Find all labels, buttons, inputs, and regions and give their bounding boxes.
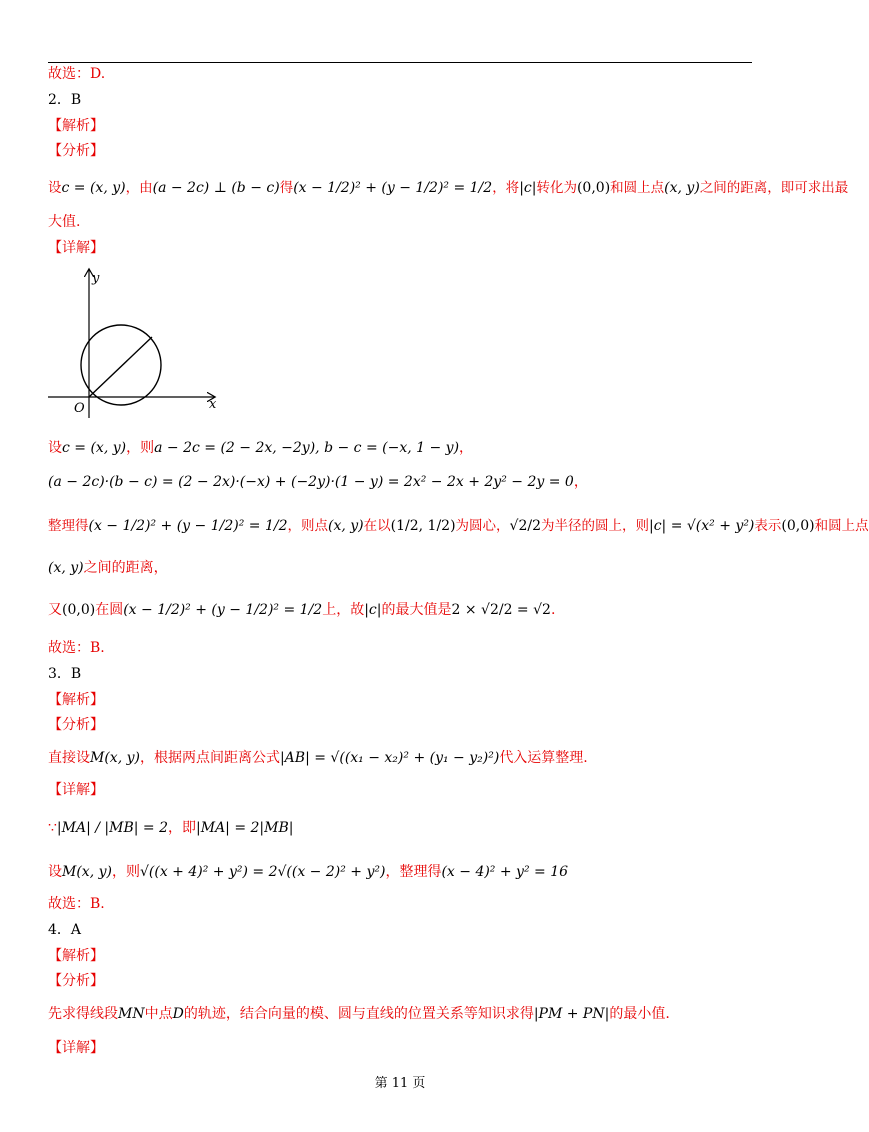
math-origin: (0,0) (62, 602, 96, 618)
math-point-m: M(x, y) (62, 864, 112, 880)
q2-fenxi-heading: 【分析】 (48, 143, 104, 159)
math-result-circle: (x − 4)² + y² = 16 (441, 864, 569, 880)
page-footer: 第 11 页 (374, 1076, 426, 1091)
math-vector-c: c = (x, y) (62, 440, 127, 456)
math-point-xy: (x, y) (328, 518, 364, 534)
math-point-d: D (172, 1006, 184, 1022)
q3-number: 3．B (48, 666, 82, 682)
q4-xiangjie-heading: 【详解】 (48, 1040, 104, 1056)
q4-number: 4．A (48, 922, 82, 938)
q3-fenxi-heading: 【分析】 (48, 717, 104, 733)
math-origin: (0,0) (781, 518, 815, 534)
q2-detail-line4: (x, y)之间的距离， (48, 560, 168, 576)
q2-detail-line2: (a − 2c)·(b − c) = (2 − 2x)·(−x) + (−2y)·(1 − y) = 2x² − 2x + 2y² − 2y = 0， (48, 474, 588, 490)
q3-answer: 故选：B. (48, 896, 105, 912)
math-point-xy: (x, y) (48, 560, 84, 576)
math-origin: (0,0) (576, 180, 611, 196)
q2-xiangjie-heading: 【详解】 (48, 240, 104, 256)
math-abs-c: |c| (519, 180, 537, 196)
q2-analysis-line1: 设c = (x, y)，由(a − 2c) ⊥ (b − c)得(x − 1/2)² + (y − 1/2)² = 1/2，将|c|转化为(0,0)和圆上点(x, y)之间的距离，即可求出最 (48, 180, 849, 196)
q3-detail-line1: ∵|MA| / |MB| = 2，即|MA| = 2|MB| (48, 820, 294, 836)
q3-analysis-line: 直接设M(x, y)，根据两点间距离公式|AB| = √((x₁ − x₂)² + (y₁ − y₂)²)代入运算整理. (48, 750, 588, 766)
math-perpendicular: (a − 2c) ⊥ (b − c) (152, 180, 280, 196)
q1-answer: 故选：D. (48, 66, 106, 82)
q2-detail-line3: 整理得(x − 1/2)² + (y − 1/2)² = 1/2，则点(x, y)在以(1/2, 1/2)为圆心，√2/2为半径的圆上，则|c| = √(x² + y²)表示(0,0)和圆上点 (48, 518, 869, 534)
q4-jiexi-heading: 【解析】 (48, 948, 104, 964)
math-ratio-simplified: |MA| = 2|MB| (196, 820, 294, 836)
math-segment-mn: MN (118, 1006, 145, 1022)
diameter-line (89, 337, 152, 397)
math-distance-formula: |AB| = √((x₁ − x₂)² + (y₁ − y₂)²) (279, 750, 500, 766)
q2-analysis-line2: 大值. (48, 214, 81, 230)
math-ratio: |MA| / |MB| = 2 (56, 820, 169, 836)
q3-xiangjie-heading: 【详解】 (48, 782, 104, 798)
math-vector-sum: |PM + PN| (533, 1006, 610, 1022)
q2-answer: 故选：B. (48, 640, 105, 656)
math-circle-equation: (x − 1/2)² + (y − 1/2)² = 1/2 (123, 602, 323, 618)
q4-fenxi-heading: 【分析】 (48, 973, 104, 989)
origin-label: O (74, 401, 85, 416)
header-rule (48, 62, 752, 63)
math-point-xy: (x, y) (664, 180, 700, 196)
q2-jiexi-heading: 【解析】 (48, 118, 104, 134)
math-modulus: |c| = √(x² + y²) (648, 518, 755, 534)
math-vector-c: c = (x, y) (61, 180, 126, 196)
math-center: (1/2, 1/2) (390, 518, 456, 534)
math-circle-equation: (x − 1/2)² + (y − 1/2)² = 1/2 (88, 518, 288, 534)
math-vector-diffs: a − 2c = (2 − 2x, −2y), b − c = (−x, 1 − y) (154, 440, 460, 456)
q2-number: 2．B (48, 92, 82, 108)
math-distance-equation: √((x + 4)² + y²) = 2√((x − 2)² + y²) (139, 864, 386, 880)
y-axis-label: y (92, 271, 100, 286)
q2-detail-line5: 又(0,0)在圆(x − 1/2)² + (y − 1/2)² = 1/2上，故|c|的最大值是2 × √2/2 = √2. (48, 602, 556, 618)
math-radius: √2/2 (509, 518, 541, 534)
math-circle-equation: (x − 1/2)² + (y − 1/2)² = 1/2 (293, 180, 493, 196)
math-point-m: M(x, y) (90, 750, 140, 766)
circle-figure (44, 262, 234, 422)
math-abs-c: |c| (364, 602, 382, 618)
math-dot-product: (a − 2c)·(b − c) = (2 − 2x)·(−x) + (−2y)·(1 − y) = 2x² − 2x + 2y² − 2y = 0 (48, 474, 574, 490)
q3-jiexi-heading: 【解析】 (48, 692, 104, 708)
q2-detail-line1: 设c = (x, y)，则a − 2c = (2 − 2x, −2y), b − c = (−x, 1 − y)， (48, 440, 474, 456)
x-axis-label: x (209, 397, 217, 412)
q4-analysis-line: 先求得线段MN中点D的轨迹，结合向量的模、圆与直线的位置关系等知识求得|PM + PN|的最小值. (48, 1006, 670, 1022)
math-max-value: 2 × √2/2 = √2 (451, 602, 551, 618)
q3-detail-line2: 设M(x, y)，则√((x + 4)² + y²) = 2√((x − 2)² + y²)，整理得(x − 4)² + y² = 16 (48, 864, 569, 880)
